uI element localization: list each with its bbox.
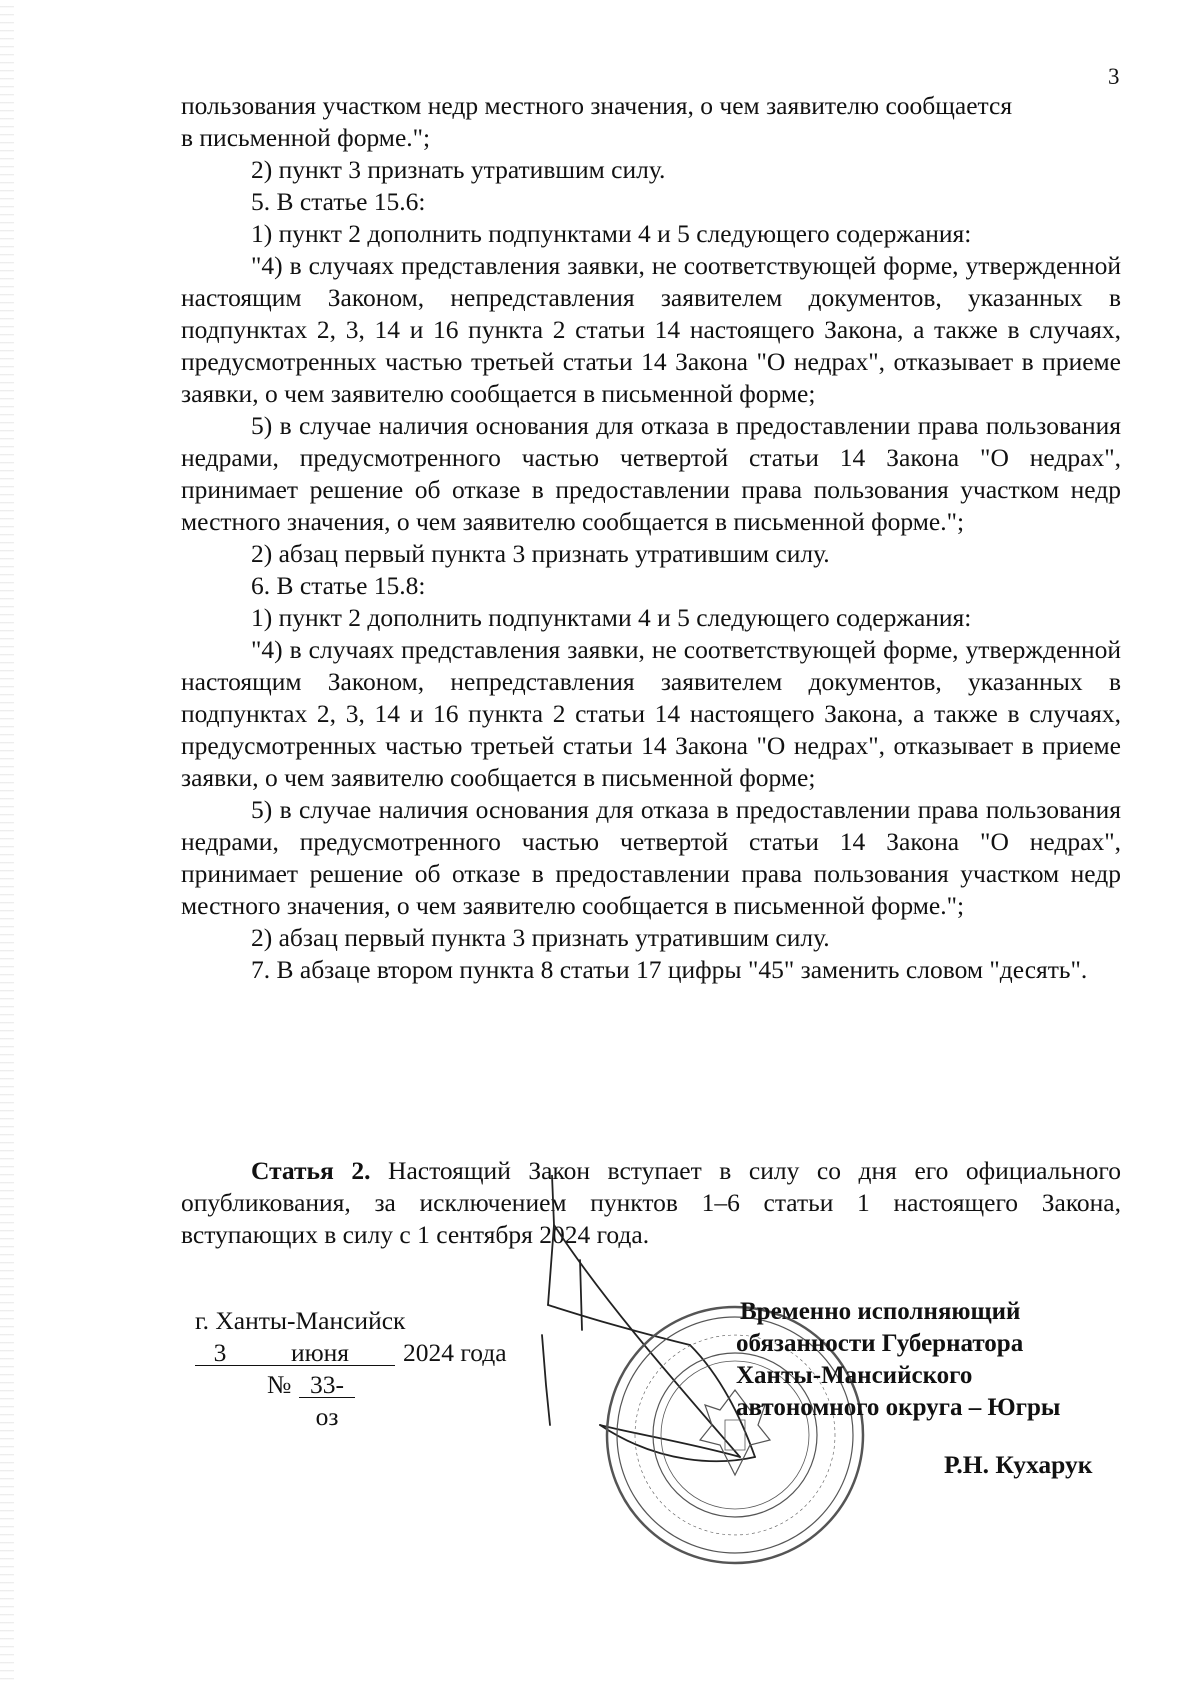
paragraph: 1) пункт 2 дополнить подпунктами 4 и 5 следующего содержания: xyxy=(251,219,972,248)
date-month: июня xyxy=(245,1337,395,1366)
paragraph: 1) пункт 2 дополнить подпунктами 4 и 5 следующего содержания: xyxy=(251,603,972,632)
paragraph: 5) в случае наличия основания для отказа в предоставлении права пользования недрами, предусмотренного частью четвертой статьи 14 Закона "О недрах", принимает решение об отказе в предоставлении права пользования участком недр местного значения, о чем заявителю сообщается в письменной форме."; xyxy=(181,795,1121,920)
place-date-block xyxy=(181,1305,541,1431)
paragraph: "4) в случаях представления заявки, не соответствующей форме, утвержденной настоящим Законом, непредставления заявителем документов, указанных в подпунктах 2, 3, 14 и 16 пункта 2 статьи 14 настоящего Закона, а также в случаях, предусмотренных частью третьей статьи 14 Закона "О недрах", отказывает в приеме заявки, о чем заявителю сообщается в письменной форме; xyxy=(181,635,1121,792)
number-sign: № xyxy=(267,1370,292,1399)
date-year: 2024 года xyxy=(403,1338,507,1367)
law-number: 33-оз xyxy=(299,1369,355,1398)
signatory-name: Р.Н. Кухарук xyxy=(944,1450,1093,1479)
date-line xyxy=(181,1337,541,1369)
city: г. Ханты-Мансийск xyxy=(195,1306,406,1335)
law-number-line xyxy=(181,1369,541,1431)
page-number: 3 xyxy=(1108,64,1120,89)
article-2-text: Настоящий Закон вступает в силу со дня его официального опубликования, за исключением пунктов 1–6 статьи 1 настоящего Закона, вступающих в силу с 1 сентября 2024 года. xyxy=(181,1156,1121,1249)
paragraph: 2) абзац первый пункта 3 признать утратившим силу. xyxy=(251,539,830,568)
paragraph: пользования участком недр местного значения, о чем заявителю сообщается xyxy=(181,91,1013,120)
paragraph: 5) в случае наличия основания для отказа в предоставлении права пользования недрами, предусмотренного частью четвертой статьи 14 Закона "О недрах", принимает решение об отказе в предоставлении права пользования участком недр местного значения, о чем заявителю сообщается в письменной форме."; xyxy=(181,411,1121,536)
paragraph: 2) пункт 3 признать утратившим силу. xyxy=(251,155,666,184)
date-day: 3 xyxy=(195,1337,245,1366)
signatory-title-line: обязанности Губернатора xyxy=(736,1330,1024,1357)
signatory-title-line: Временно исполняющий xyxy=(740,1298,1021,1325)
paragraph: в письменной форме."; xyxy=(181,123,431,152)
paragraph: 5. В статье 15.6: xyxy=(251,187,426,216)
scan-edge-artifact xyxy=(0,0,14,1685)
signatory-title xyxy=(736,1296,1136,1424)
article-2-heading: Статья 2. xyxy=(251,1156,371,1185)
paragraph: 6. В статье 15.8: xyxy=(251,571,426,600)
paragraph: 7. В абзаце втором пункта 8 статьи 17 цифры "45" заменить словом "десять". xyxy=(251,955,1088,984)
paragraph: 2) абзац первый пункта 3 признать утратившим силу. xyxy=(251,923,830,952)
paragraph: "4) в случаях представления заявки, не соответствующей форме, утвержденной настоящим Законом, непредставления заявителем документов, указанных в подпунктах 2, 3, 14 и 16 пункта 2 статьи 14 настоящего Закона, а также в случаях, предусмотренных частью третьей статьи 14 Закона "О недрах", отказывает в приеме заявки, о чем заявителю сообщается в письменной форме; xyxy=(181,251,1121,408)
law-body-text xyxy=(181,90,1121,986)
signatory-title-line: автономного округа – Югры xyxy=(736,1394,1061,1421)
signatory-title-line: Ханты-Мансийского xyxy=(736,1362,973,1389)
